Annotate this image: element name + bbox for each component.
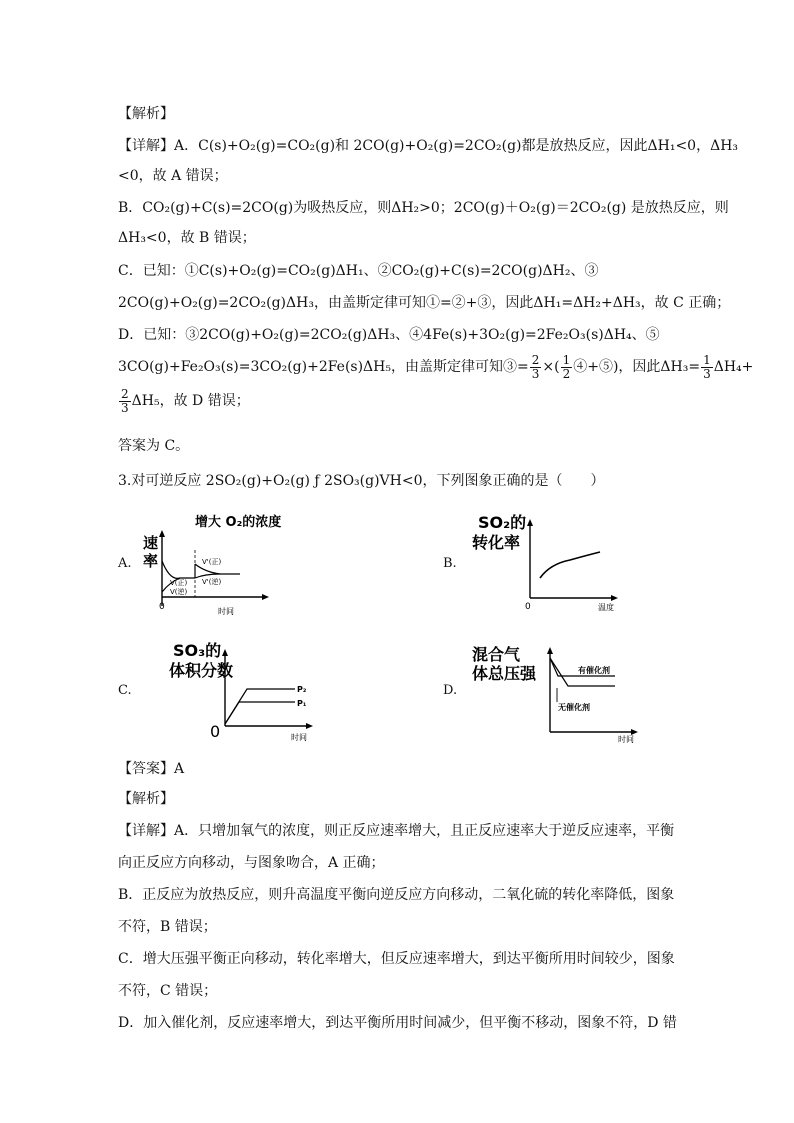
question-3-stem: 3.对可逆反应 2SO₂(g)+O₂(g) ƒ 2SO₃(g)VH<0，下列图象正确的是（ ） <box>118 473 605 489</box>
detail-line-5: C．已知：①C(s)+O₂(g)=CO₂(g)ΔH₁、②CO₂(g)+C(s)=2CO(g)ΔH₂、③ <box>118 263 599 279</box>
detail-line-1: 【详解】A．C(s)+O₂(g)=CO₂(g)和 2CO(g)+O₂(g)=2CO₂(g)都是放热反应，因此ΔH₁<0，ΔH₃ <box>118 138 739 154</box>
detail2-line-6: 不符，C 错误； <box>118 983 218 999</box>
analysis-heading-2: 【解析】 <box>118 791 174 807</box>
graph-c-p2-label: P₂ <box>297 685 307 694</box>
graph-a-v2-fwd: V'(正) <box>202 558 222 566</box>
line-d2-a: 3CO(g)+Fe₂O₃(s)=3CO₂(g)+2Fe(s)ΔH₅，由盖斯定律可知③= <box>118 359 529 375</box>
graph-a-v-fwd: V(正) <box>170 579 188 587</box>
graph-d-xlabel: 时间 <box>618 735 634 744</box>
graph-b-origin: 0 <box>525 602 531 612</box>
detail2-line-4: 不符，B 错误； <box>118 919 217 935</box>
option-d-label: D. <box>443 683 458 698</box>
graph-a-origin: 0 <box>159 602 165 612</box>
detail2-line-1: 【详解】A．只增加氧气的浓度，则正反应速率增大，且正反应速率大于逆反应速率，平衡 <box>118 823 675 839</box>
fraction-one-third: $\frac{1}{3}$ <box>703 352 711 381</box>
graph-d-cat-label: 有催化剂 <box>578 666 610 675</box>
graph-b-ylabel-1: SO₂的 <box>478 513 527 532</box>
graph-c-xlabel: 时间 <box>291 733 307 742</box>
graph-d-ylabel-2: 体总压强 <box>472 664 537 683</box>
detail2-line-7: D．加入催化剂，反应速率增大，到达平衡所用时间减少，但平衡不移动，图象不符，D 错 <box>118 1015 677 1031</box>
graph-c-ylabel-1: SO₃的 <box>173 641 222 660</box>
graph-a-xlabel: 时间 <box>218 607 234 616</box>
graph-a-ylabel-1: 速 <box>143 534 159 552</box>
detail-line-2: <0，故 A 错误； <box>118 168 228 184</box>
fraction-two-thirds: $\frac{2}{3}$ <box>531 352 540 381</box>
line-d2-b: ×( <box>542 359 560 375</box>
graph-a-x-arrow <box>262 594 269 600</box>
graph-a-y-arrow <box>159 530 165 537</box>
graph-c-origin: 0 <box>210 722 221 741</box>
graph-d-y-arrow <box>547 647 553 654</box>
answer-line: 【答案】A <box>118 761 185 777</box>
line-d2-c: ④+⑤)，因此ΔH₃= <box>573 359 701 375</box>
graph-b <box>470 506 620 618</box>
graph-c-p1-line <box>225 702 295 724</box>
graph-b-xlabel: 温度 <box>598 603 614 612</box>
graph-a-ylabel-2: 率 <box>143 552 159 570</box>
analysis-heading: 【解析】 <box>118 106 174 122</box>
detail2-line-5: C．增大压强平衡正向移动，转化率增大，但反应速率增大，到达平衡所用时间较少，图象 <box>118 951 675 967</box>
graph-a <box>140 506 282 618</box>
graph-a-curve-fwd <box>162 561 195 578</box>
option-a-label: A. <box>118 556 132 571</box>
graph-c-p1-label: P₁ <box>297 699 307 708</box>
graph-a-title: 增大 O₂的浓度 <box>195 515 282 530</box>
graph-c-y-arrow <box>222 649 228 656</box>
option-b-label: B. <box>443 556 457 571</box>
detail-line-4: ΔH₃<0，故 B 错误； <box>118 230 256 246</box>
detail2-line-3: B．正反应为放热反应，则升高温度平衡向逆反应方向移动，二氧化硫的转化率降低，图象 <box>118 887 675 903</box>
fraction-one-half: $\frac{1}{2}$ <box>562 352 571 381</box>
fraction-two-thirds-b: $\frac{2}{3}$ <box>121 386 129 415</box>
graph-b-x-arrow <box>611 595 618 601</box>
graph-b-ylabel-2: 转化率 <box>472 533 521 552</box>
line-d2-d: ΔH₄+ <box>713 359 754 375</box>
answer-c-line: 答案为 C。 <box>118 438 190 454</box>
graph-b-curve <box>540 552 600 578</box>
graph-d-ylabel-1: 混合气 <box>472 645 521 664</box>
option-c-label: C. <box>118 683 132 698</box>
detail-line-6: 2CO(g)+O₂(g)=2CO₂(g)ΔH₃，由盖斯定律可知①=②+③，因此ΔH₁=ΔH₂+ΔH₃，故 C 正确； <box>118 295 731 311</box>
graph-c-ylabel-2: 体积分数 <box>169 661 234 680</box>
detail-line-8 <box>118 352 753 382</box>
detail-line-7: D．已知：③2CO(g)+O₂(g)=2CO₂(g)ΔH₃、④4Fe(s)+3O₂(g)=2Fe₂O₃(s)ΔH₄、⑤ <box>118 327 660 343</box>
graph-b-y-arrow <box>527 519 533 526</box>
detail-line-9: $\frac{2}{3}$ ΔH₅，故 D 错误； <box>121 386 250 415</box>
graph-a-v2-rev: V'(逆) <box>202 578 222 586</box>
detail-line-3: B．CO₂(g)+C(s)=2CO(g)为吸热反应，则ΔH₂>0；2CO(g)＋O₂(g)＝2CO₂(g) 是放热反应，则 <box>118 200 729 216</box>
graph-d <box>470 636 645 748</box>
graph-a-v-rev: V(逆) <box>170 588 188 596</box>
graph-c-x-arrow <box>306 723 313 729</box>
graph-c <box>165 636 315 748</box>
detail2-line-2: 向正反应方向移动，与图象吻合，A 正确； <box>118 855 385 871</box>
graph-d-nocat-label: 无催化剂 <box>558 703 590 712</box>
